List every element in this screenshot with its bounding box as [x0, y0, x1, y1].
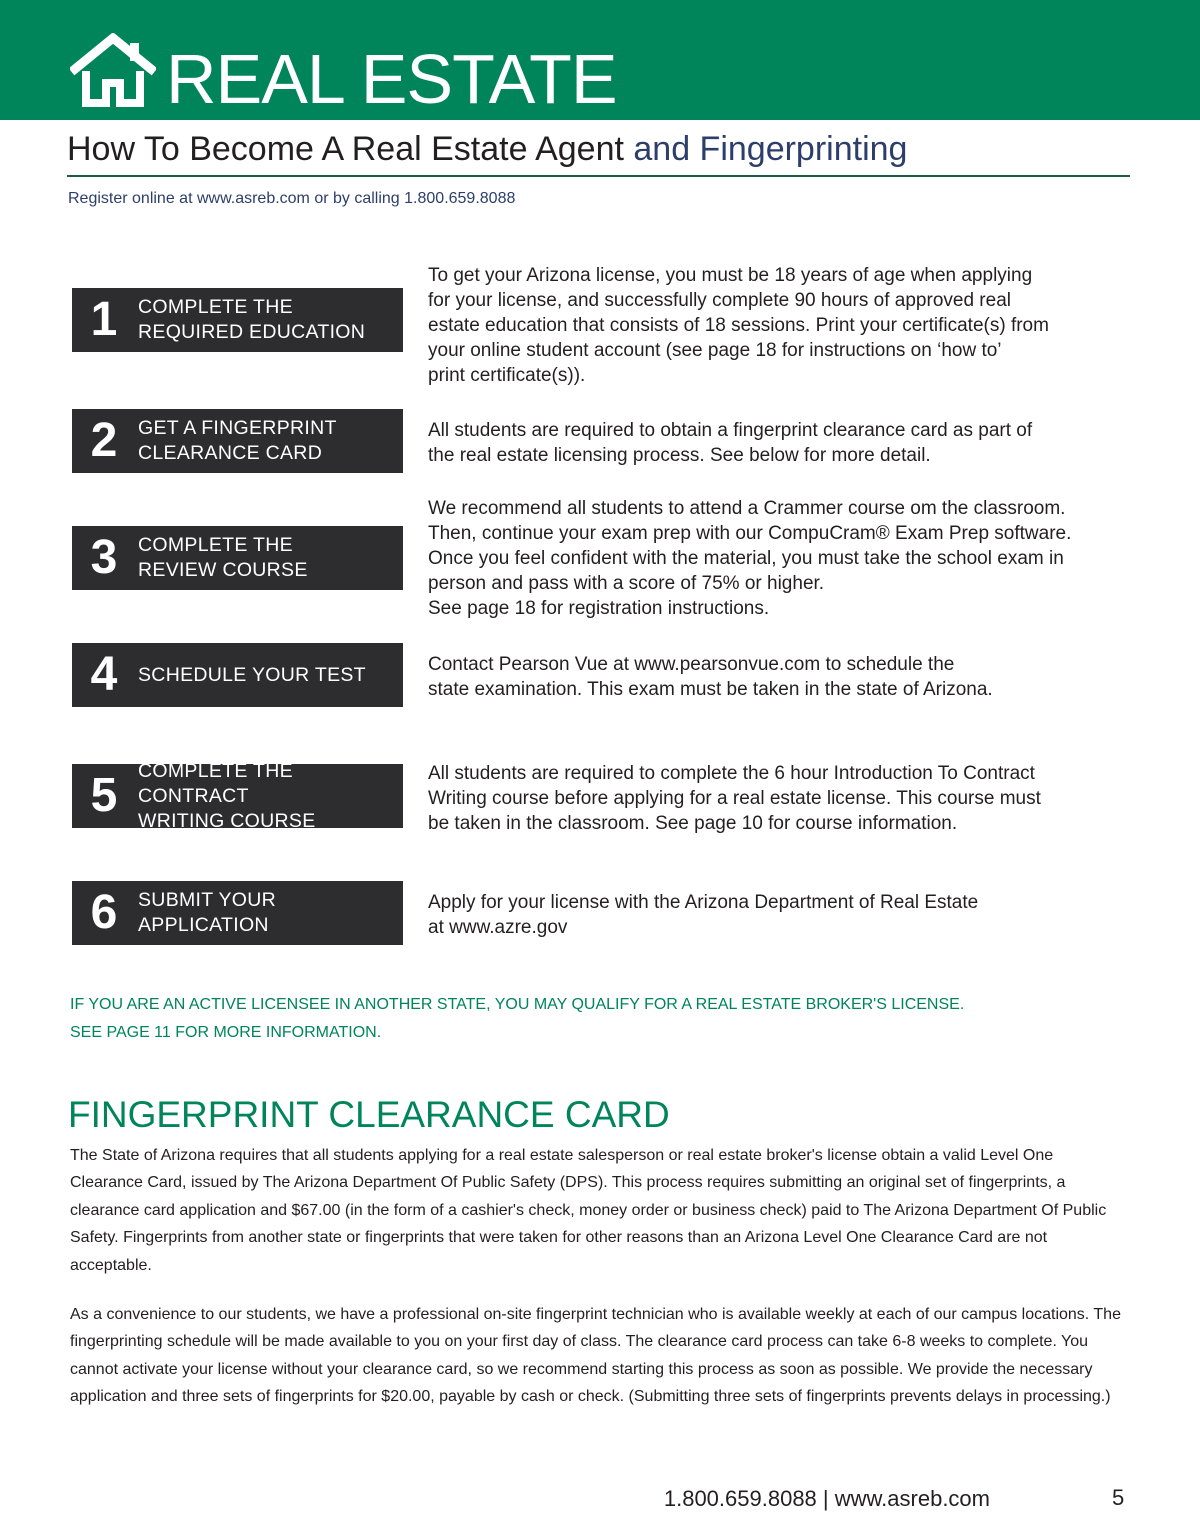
- step-box-6: [72, 881, 403, 945]
- fingerprint-section-title: FINGERPRINT CLEARANCE CARD: [68, 1094, 670, 1135]
- step-description-4: Contact Pearson Vue at www.pearsonvue.com to schedule the state examination. This exam must be taken in the state of Arizona.: [428, 654, 993, 700]
- header-divider: [67, 175, 1130, 177]
- step-label: COMPLETE THE REVIEW COURSE: [138, 534, 308, 581]
- step-description-2: All students are required to obtain a fingerprint clearance card as part of the real estate licensing process. See below for more detail.: [428, 420, 1033, 466]
- step-box-3: [72, 526, 403, 590]
- page-subtitle: [67, 128, 907, 170]
- step-label: COMPLETE THE CONTRACT WRITING COURSE: [138, 759, 316, 832]
- subtitle-accent: and Fingerprinting: [623, 130, 908, 168]
- subtitle-main: How To Become A Real Estate Agent: [67, 130, 624, 168]
- step-number: 5: [90, 769, 118, 822]
- header-banner: [0, 0, 1200, 120]
- step-box-2: [72, 409, 403, 473]
- step-number: 3: [90, 531, 118, 584]
- fingerprint-paragraph-2: As a convenience to our students, we have a professional on-site fingerprint technician who is available weekly at each of our campus locations. The fingerprinting schedule will be made available to you on your first day of class. The clearance card process can take 6-8 weeks to complete. You cannot activate your license without your clearance card, so we recommend starting this process as soon as possible. We provide the necessary application and three sets of fingerprints for $20.00, payable by cash or check. (Submitting three sets of fingerprints prevents delays in processing.): [70, 1306, 1121, 1406]
- fingerprint-paragraph-1: The State of Arizona requires that all students applying for a real estate salesperson or real estate broker's license obtain a valid Level One Clearance Card, issued by The Arizona Department Of Public Safety (DPS). This process requires submitting an original set of fingerprints, a clearance card application and $67.00 (in the form of a cashier's check, money order or business check) paid to The Arizona Department Of Public Safety. Fingerprints from another state or fingerprints that were taken for other reasons than an Arizona Level One Clearance Card are not acceptable.: [70, 1147, 1107, 1274]
- footer-contact: 1.800.659.8088 | www.asreb.com: [663, 1486, 990, 1511]
- step-number: 6: [90, 886, 118, 939]
- step-number: 2: [90, 414, 118, 467]
- brand-title: REAL ESTATE: [166, 40, 617, 118]
- step-box-5: [72, 759, 403, 832]
- step-label: SCHEDULE YOUR TEST: [138, 663, 366, 686]
- step-label: GET A FINGERPRINT CLEARANCE CARD: [138, 417, 337, 464]
- step-description-6: Apply for your license with the Arizona Department of Real Estate at www.azre.gov: [428, 892, 979, 938]
- house-icon: [70, 33, 156, 107]
- step-description-5: All students are required to complete the 6 hour Introduction To Contract Writing course before applying for a real estate license. This course must be taken in the classroom. See page 10 for course information.: [428, 763, 1041, 834]
- step-label: COMPLETE THE REQUIRED EDUCATION: [138, 296, 366, 343]
- register-line: Register online at www.asreb.com or by calling 1.800.659.8088: [68, 190, 516, 207]
- step-number: 1: [90, 293, 118, 346]
- step-description-3: We recommend all students to attend a Crammer course om the classroom. Then, continue your exam prep with our CompuCram® Exam Prep software. Once you feel confident with the material, you must take the school exam in person and pass with a score of 75% or higher. See page 18 for registration instructions.: [428, 498, 1072, 619]
- step-label: SUBMIT YOUR APPLICATION: [138, 889, 277, 936]
- step-box-4: [72, 643, 403, 707]
- step-number: 4: [90, 648, 118, 701]
- page-number: 5: [1112, 1485, 1125, 1510]
- step-box-1: [72, 288, 403, 352]
- broker-license-note: IF YOU ARE AN ACTIVE LICENSEE IN ANOTHER STATE, YOU MAY QUALIFY FOR A REAL ESTATE BROKER'S LICENSE. SEE PAGE 11 FOR MORE INFORMATION.: [70, 996, 965, 1041]
- step-description-1: To get your Arizona license, you must be 18 years of age when applying for your license, and successfully complete 90 hours of approved real estate education that consists of 18 sessions. Print your certificate(s) from your online student account (see page 18 for instructions on ‘how to’ print certificate(s)).: [428, 265, 1049, 386]
